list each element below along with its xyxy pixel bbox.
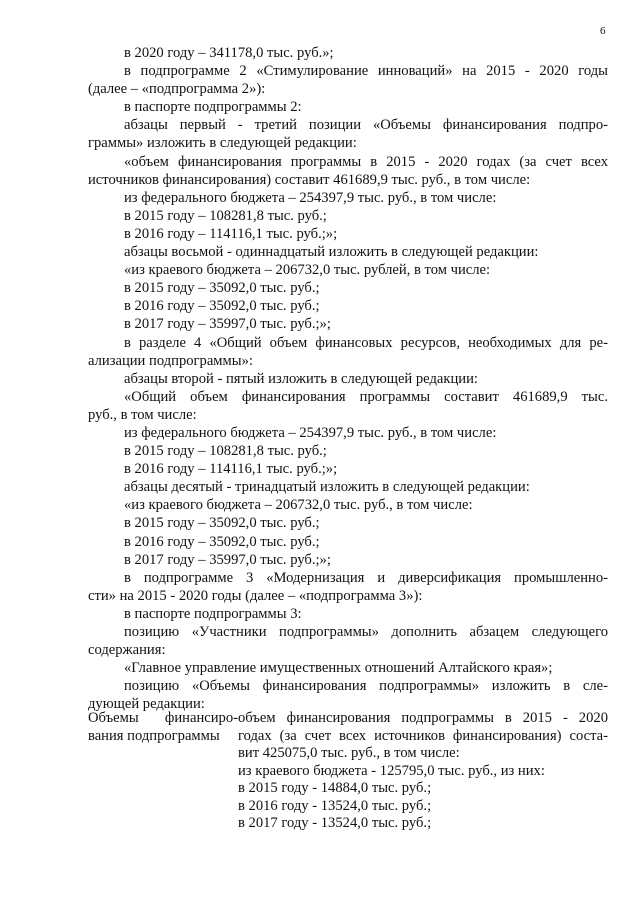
table-value-line: годах (за счет всех источников финансирования) соста-: [238, 727, 608, 744]
table-label-line: вания подпрограммы: [88, 727, 220, 744]
text-line: в подпрограмме 3 «Модернизация и диверсификация промышленно-: [124, 569, 608, 586]
table-value-line: из краевого бюджета - 125795,0 тыс. руб., из них:: [238, 762, 545, 779]
table-value-line: в 2016 году - 13524,0 тыс. руб.;: [238, 797, 432, 814]
table-label-line: Объемы финансиро-: [88, 710, 238, 726]
table-value-line: в 2015 году - 14884,0 тыс. руб.;: [238, 780, 432, 796]
text-line: «из краевого бюджета – 206732,0 тыс. руб., в том числе:: [124, 497, 473, 514]
text-line: абзацы десятый - тринадцатый изложить в следующей редакции:: [124, 479, 530, 496]
table-value-cell: [238, 710, 608, 833]
text-line: сти» на 2015 - 2020 годы (далее – «подпрограмма 3»):: [88, 587, 423, 604]
text-line: дующей редакции:: [88, 696, 205, 713]
text-line: «Главное управление имущественных отношений Алтайского края»;: [124, 660, 553, 677]
text-line: в 2017 году – 35997,0 тыс. руб.;»;: [124, 551, 331, 568]
text-line: абзацы первый - третий позиции «Объемы финансирования подпро-: [124, 117, 608, 134]
text-line: «объем финансирования программы в 2015 - 2020 годах (за счет всех: [124, 153, 608, 170]
text-line: в паспорте подпрограммы 3:: [124, 605, 302, 622]
text-line: в 2016 году – 35092,0 тыс. руб.;: [124, 533, 320, 550]
text-line: в 2016 году – 35092,0 тыс. руб.;: [124, 298, 320, 315]
text-line: ализации подпрограммы»:: [88, 352, 253, 369]
text-line: в 2020 году – 341178,0 тыс. руб.»;: [124, 45, 334, 61]
document-body: [88, 44, 608, 713]
text-line: позицию «Участники подпрограммы» дополнить абзацем следующего: [124, 624, 608, 640]
text-line: в 2015 году – 108281,8 тыс. руб.;: [124, 207, 327, 224]
text-line: в 2015 году – 35092,0 тыс. руб.;: [124, 280, 320, 297]
text-line: содержания:: [88, 642, 166, 659]
text-line: «Общий объем финансирования программы составит 461689,9 тыс.: [124, 388, 608, 405]
table-value-line: в 2017 году - 13524,0 тыс. руб.;: [238, 815, 432, 831]
text-line: из федерального бюджета – 254397,9 тыс. руб., в том числе:: [124, 424, 497, 441]
text-line: руб., в том числе:: [88, 406, 197, 423]
text-line: в 2015 году – 35092,0 тыс. руб.;: [124, 515, 320, 532]
table-value-line: объем финансирования подпрограммы в 2015 - 2020: [238, 710, 608, 726]
text-line: из федерального бюджета – 254397,9 тыс. руб., в том числе:: [124, 189, 497, 206]
financing-table: [88, 710, 608, 833]
text-line: граммы» изложить в следующей редакции:: [88, 135, 357, 152]
text-line: абзацы восьмой - одиннадцатый изложить в следующей редакции:: [124, 244, 539, 261]
text-line: в 2016 году – 114116,1 тыс. руб.;»;: [124, 461, 338, 478]
text-line: источников финансирования) составит 461689,9 тыс. руб., в том числе:: [88, 171, 531, 188]
text-line: в подпрограмме 2 «Стимулирование инноваций» на 2015 - 2020 годы: [124, 63, 608, 80]
text-line: «из краевого бюджета – 206732,0 тыс. рублей, в том числе:: [124, 262, 491, 279]
text-line: абзацы второй - пятый изложить в следующей редакции:: [124, 370, 478, 387]
text-line: в 2017 году – 35997,0 тыс. руб.;»;: [124, 316, 331, 333]
text-line: в 2015 году – 108281,8 тыс. руб.;: [124, 443, 327, 460]
text-line: (далее – «подпрограмма 2»):: [88, 81, 266, 98]
table-row: [88, 710, 608, 833]
table-label-cell: [88, 710, 238, 833]
text-line: в паспорте подпрограммы 2:: [124, 99, 302, 116]
text-line: позицию «Объемы финансирования подпрограммы» изложить в сле-: [124, 678, 608, 695]
table-value-line: вит 425075,0 тыс. руб., в том числе:: [238, 745, 460, 761]
page-number: 6: [600, 25, 606, 37]
text-line: в 2016 году – 114116,1 тыс. руб.;»;: [124, 225, 338, 242]
text-line: в разделе 4 «Общий объем финансовых ресурсов, необходимых для ре-: [124, 334, 608, 351]
